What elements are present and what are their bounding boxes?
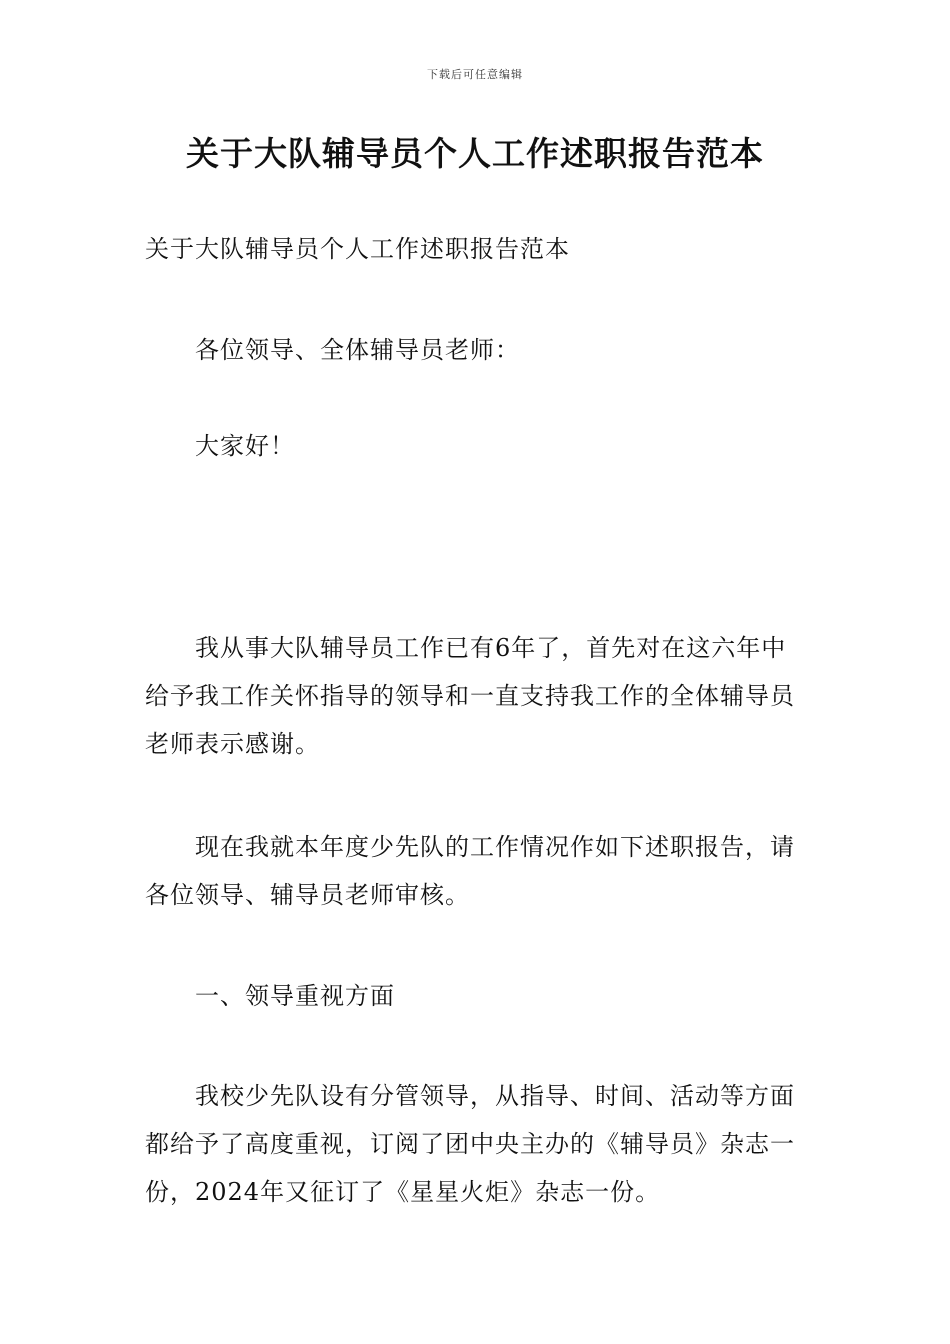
- salutation: 各位领导、全体辅导员老师：: [195, 336, 520, 364]
- paragraph-report-intro: 现在我就本年度少先队的工作情况作如下述职报告，请各位领导、辅导员老师审核。: [145, 833, 795, 909]
- paragraph-leadership: 我校少先队设有分管领导，从指导、时间、活动等方面都给予了高度重视，订阅了团中央主办的《辅导员》杂志一份，2024年又征订了《星星火炬》杂志一份。: [145, 1082, 795, 1206]
- document-subtitle: 关于大队辅导员个人工作述职报告范本: [145, 235, 570, 263]
- header-note: 下载后可任意编辑: [427, 68, 523, 81]
- paragraph-intro: 我从事大队辅导员工作已有6年了，首先对在这六年中给予我工作关怀指导的领导和一直支持我工作的全体辅导员老师表示感谢。: [145, 634, 795, 758]
- section-heading-leadership: 一、领导重视方面: [195, 982, 395, 1010]
- greeting: 大家好！: [195, 432, 295, 460]
- document-title: 关于大队辅导员个人工作述职报告范本: [186, 134, 764, 173]
